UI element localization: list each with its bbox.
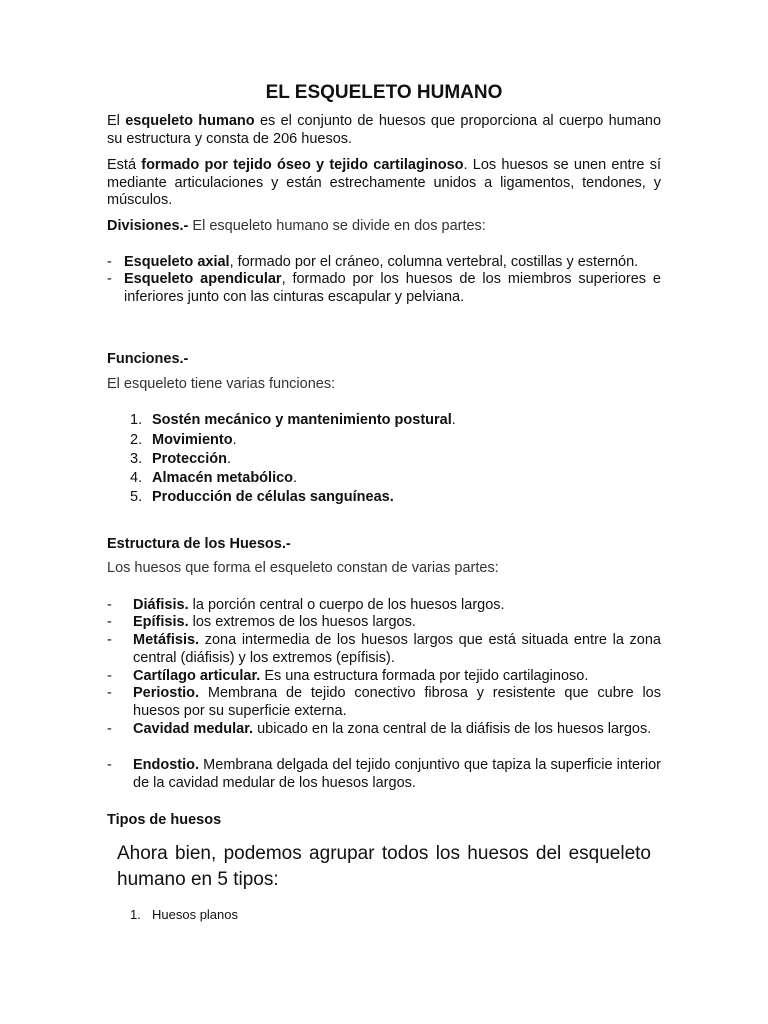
item-text: la porción central o cuerpo de los huesos largos. (188, 597, 505, 613)
tipos-heading: Tipos de huesos (107, 812, 222, 828)
numbered-item (130, 412, 456, 430)
intro-text: El (107, 113, 126, 129)
item-bold: Producción de células sanguíneas. (152, 489, 394, 505)
dash-bullet: - (107, 271, 112, 287)
item-text: Membrana de tejido conectivo fibrosa y resistente que cubre los huesos por su superficie externa. (133, 685, 661, 719)
list-item (107, 668, 661, 686)
tipos-intro: Ahora bien, podemos agrupar todos los huesos del esqueleto humano en 5 tipos: (117, 843, 651, 890)
item-text: . (293, 470, 298, 486)
divisiones-label: Divisiones.- (107, 218, 189, 234)
intro-bold: formado por tejido óseo y tejido cartilaginoso (141, 157, 464, 173)
intro-paragraph-1 (107, 113, 661, 148)
intro-paragraph-2 (107, 157, 661, 210)
item-text: zona intermedia de los huesos largos que está situada entre la zona central (diáfisis) y los extremos (epífisis). (133, 632, 661, 666)
numbered-item (130, 451, 231, 469)
item-text: . (232, 432, 237, 448)
dash-bullet: - (107, 668, 112, 684)
list-item (107, 271, 661, 306)
funciones-intro: El esqueleto tiene varias funciones: (107, 376, 336, 392)
intro-text: es el conjunto de huesos que proporciona al cuerpo humano su estructura y consta de 206 huesos. (107, 113, 662, 147)
estructura-intro: Los huesos que forma el esqueleto constan de varias partes: (107, 560, 499, 576)
item-bold: Protección (152, 451, 227, 467)
list-item (107, 614, 661, 632)
item-bold: Periostio. (133, 685, 200, 701)
dash-bullet: - (107, 632, 112, 648)
list-item (107, 632, 661, 667)
dash-bullet: - (107, 757, 112, 773)
item-bold: Esqueleto apendicular (124, 271, 282, 287)
item-number: 1. (130, 412, 143, 428)
dash-bullet: - (107, 254, 112, 270)
dash-bullet: - (107, 597, 112, 613)
item-text: los extremos de los huesos largos. (188, 614, 416, 630)
list-item (107, 254, 661, 272)
dash-bullet: - (107, 685, 112, 701)
dash-bullet: - (107, 721, 112, 737)
dash-bullet: - (107, 614, 112, 630)
numbered-item (130, 470, 297, 488)
list-item (107, 757, 661, 792)
item-text: . (226, 451, 231, 467)
item-bold: Cavidad medular. (133, 721, 254, 737)
item-bold: Diáfisis. (133, 597, 189, 613)
divisiones-line (107, 218, 661, 236)
item-bold: Endostio. (133, 757, 200, 773)
item-bold: Almacén metabólico (152, 470, 294, 486)
item-bold: Cartílago articular. (133, 668, 261, 684)
item-bold: Esqueleto axial (124, 254, 230, 270)
item-bold: Movimiento (152, 432, 233, 448)
item-text: , formado por los huesos de los miembros superiores e inferiores junto con las cinturas escapular y pelviana. (124, 271, 661, 305)
item-number: 5. (130, 489, 143, 505)
page-title: EL ESQUELETO HUMANO (265, 82, 503, 103)
item-number: 2. (130, 432, 143, 448)
item-text: Huesos planos (152, 907, 238, 922)
estructura-heading: Estructura de los Huesos.- (107, 536, 291, 552)
item-number: 4. (130, 470, 143, 486)
item-text: Es una estructura formada por tejido cartilaginoso. (260, 668, 589, 684)
item-number: 3. (130, 451, 143, 467)
numbered-item (130, 489, 394, 507)
item-bold: Metáfisis. (133, 632, 200, 648)
item-number: 1. (130, 907, 141, 922)
numbered-item (130, 907, 238, 922)
item-text: Membrana delgada del tejido conjuntivo que tapiza la superficie interior de la cavidad medular de los huesos largos. (133, 757, 661, 791)
item-bold: Sostén mecánico y mantenimiento postural (152, 412, 452, 428)
item-text: . (451, 412, 456, 428)
funciones-heading: Funciones.- (107, 351, 189, 367)
list-item (107, 597, 661, 615)
item-bold: Epífisis. (133, 614, 189, 630)
intro-bold: esqueleto humano (125, 113, 255, 129)
numbered-item (130, 432, 237, 450)
intro-text: . Los huesos se unen entre sí mediante articulaciones y están estrechamente unidos a ligamentos, tendones, y músculos. (107, 157, 661, 208)
list-item (107, 721, 661, 739)
list-item (107, 685, 661, 720)
item-text: ubicado en la zona central de la diáfisis de los huesos largos. (253, 721, 652, 737)
divisiones-text: El esqueleto humano se divide en dos partes: (188, 218, 486, 234)
item-text: , formado por el cráneo, columna vertebral, costillas y esternón. (229, 254, 639, 270)
intro-text: Está (107, 157, 142, 173)
